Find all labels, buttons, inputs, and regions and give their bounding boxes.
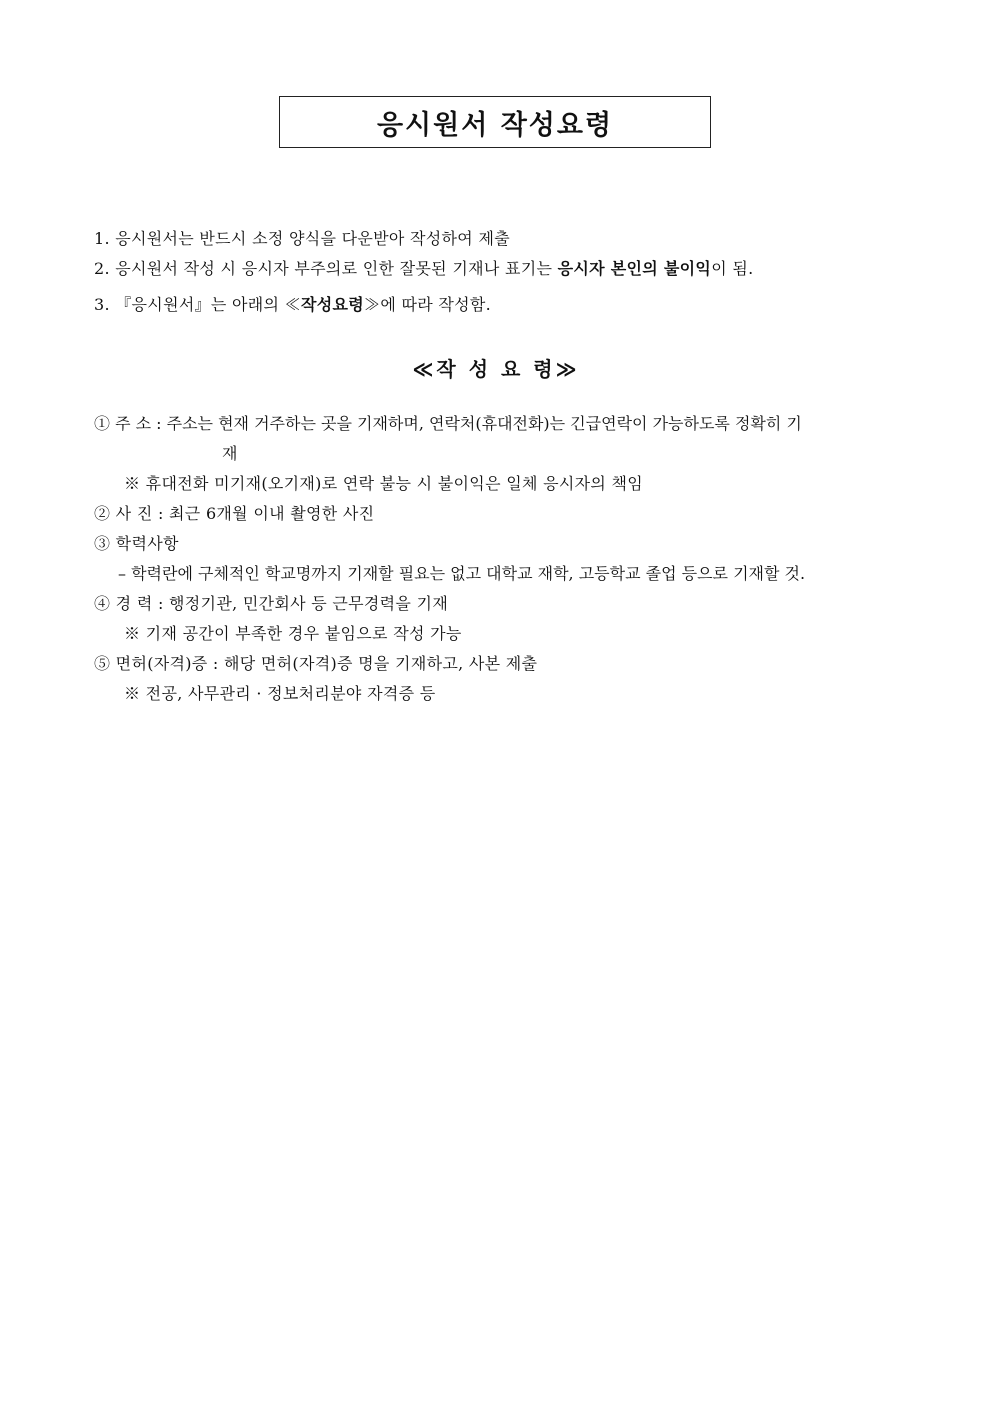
- item-license: ⑤ 면허(자격)증 : 해당 면허(자격)증 명을 기재하고, 사본 제출: [94, 654, 538, 673]
- item-career: ④ 경 력 : 행정기관, 민간회사 등 근무경력을 기재: [94, 594, 449, 613]
- item-address: ① 주 소 : 주소는 현재 거주하는 곳을 기재하며, 연락처(휴대전화)는 긴급연락이 가능하도록 정확히 기: [94, 414, 802, 433]
- item-career-note: ※ 기재 공간이 부족한 경우 붙임으로 작성 가능: [124, 624, 462, 643]
- item-address-note: ※ 휴대전화 미기재(오기재)로 연락 불능 시 불이익은 일체 응시자의 책임: [124, 474, 644, 493]
- item-address-continued: 재: [222, 444, 238, 463]
- intro-item-1: [94, 229, 510, 249]
- intro-item-2-text: 2. 응시원서 작성 시 응시자 부주의로 인한 잘못된 기재나 표기는: [94, 259, 558, 278]
- intro-item-3-emphasis: 작성요령: [300, 295, 365, 314]
- section-subtitle: ≪작 성 요 령≫: [412, 357, 580, 381]
- intro-item-2: [94, 259, 753, 279]
- item-photo: ② 사 진 : 최근 6개월 이내 촬영한 사진: [94, 504, 375, 523]
- page-title: 응시원서 작성요령: [376, 109, 614, 141]
- intro-item-2-suffix: 이 됨.: [711, 259, 754, 278]
- item-education-note: – 학력란에 구체적인 학교명까지 기재할 필요는 없고 대학교 재학, 고등학교 졸업 등으로 기재할 것.: [118, 564, 806, 583]
- item-education: ③ 학력사항: [94, 534, 179, 553]
- intro-item-3-suffix: ≫에 따라 작성함.: [364, 295, 492, 314]
- title-box: [279, 96, 711, 148]
- item-license-note: ※ 전공, 사무관리 · 정보처리분야 자격증 등: [124, 684, 436, 703]
- intro-item-3-text: 3. 『응시원서』는 아래의 ≪: [94, 295, 301, 314]
- intro-item-2-emphasis: 응시자 본인의 불이익: [557, 259, 712, 278]
- intro-item-3: [94, 295, 491, 315]
- intro-item-1-text: 1. 응시원서는 반드시 소정 양식을 다운받아 작성하여 제출: [94, 229, 510, 248]
